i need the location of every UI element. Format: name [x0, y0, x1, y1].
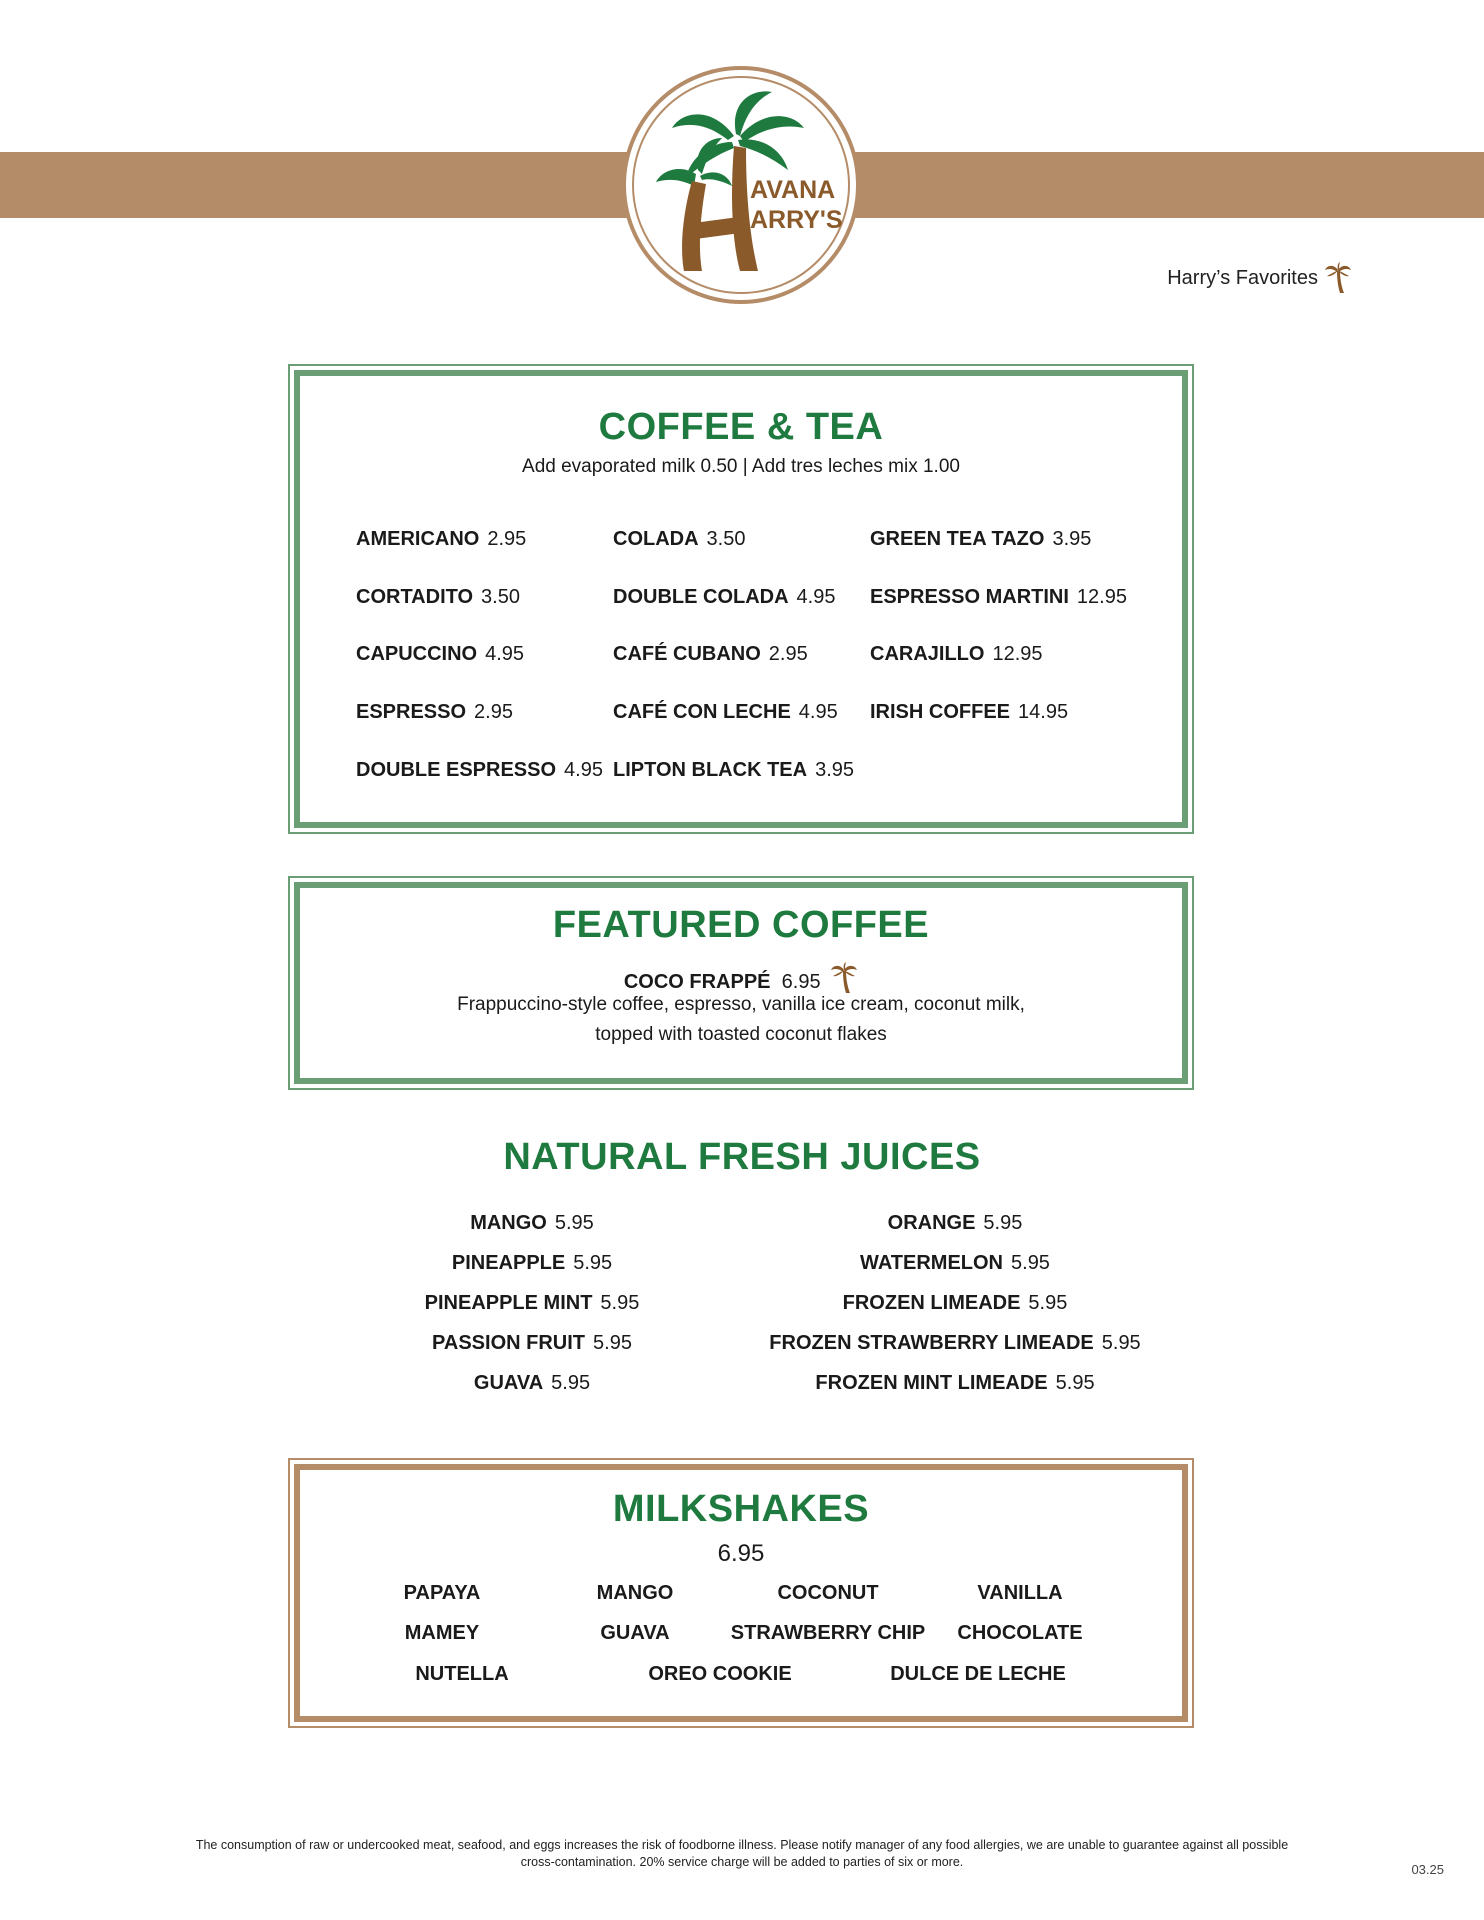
- juice-item: PASSION FRUIT 5.95: [432, 1332, 632, 1354]
- milkshake-flavor: VANILLA: [977, 1582, 1063, 1604]
- menu-item: DOUBLE ESPRESSO 4.95: [356, 759, 603, 781]
- milkshakes-section: [288, 1458, 1194, 1728]
- menu-item: CORTADITO 3.50: [356, 586, 520, 608]
- coffee-tea-title: COFFEE & TEA: [598, 406, 884, 448]
- disclaimer-line-2: cross-contamination. 20% service charge will be added to parties of six or more.: [520, 1855, 964, 1869]
- juice-item: MANGO 5.95: [470, 1212, 594, 1234]
- logo-line-2: ARRY'S: [750, 206, 843, 234]
- palm-tree-icon: [1324, 262, 1352, 294]
- juice-item: FROZEN STRAWBERRY LIMEADE 5.95: [769, 1332, 1141, 1354]
- coffee-tea-section: [288, 364, 1194, 834]
- featured-item-name: COCO FRAPPÉ: [623, 971, 771, 993]
- allergy-disclaimer: [140, 1837, 1344, 1871]
- menu-item: CARAJILLO 12.95: [870, 643, 1043, 665]
- menu-item: GREEN TEA TAZO 3.95: [870, 528, 1092, 550]
- featured-coffee-section: [288, 876, 1194, 1090]
- juice-item: ORANGE 5.95: [887, 1212, 1023, 1234]
- milkshake-flavor: GUAVA: [600, 1622, 670, 1644]
- havana-harrys-logo: [622, 66, 860, 304]
- coffee-tea-subtitle: Add evaporated milk 0.50 | Add tres leches mix 1.00: [522, 456, 960, 477]
- milkshake-flavor: COCONUT: [777, 1582, 879, 1604]
- harrys-favorites-legend: [1167, 262, 1352, 294]
- milkshakes-price: 6.95: [717, 1540, 765, 1567]
- menu-item: CAFÉ CUBANO 2.95: [613, 643, 808, 665]
- featured-title: FEATURED COFFEE: [552, 904, 930, 946]
- milkshake-flavor: CHOCOLATE: [957, 1622, 1083, 1644]
- milkshakes-title: MILKSHAKES: [612, 1488, 870, 1530]
- juice-item: FROZEN LIMEADE 5.95: [842, 1292, 1068, 1314]
- milkshake-flavor: NUTELLA: [415, 1663, 509, 1685]
- menu-item: LIPTON BLACK TEA 3.95: [613, 759, 855, 781]
- juices-title: NATURAL FRESH JUICES: [503, 1136, 981, 1178]
- milkshake-flavor: DULCE DE LECHE: [890, 1663, 1066, 1685]
- disclaimer-line-1: The consumption of raw or undercooked meat, seafood, and eggs increases the risk of foodborne illness. Please notify manager of any food allergies, we are unable to guarantee against all possible: [195, 1838, 1289, 1852]
- milkshake-flavor: PAPAYA: [403, 1582, 481, 1604]
- milkshake-flavor: STRAWBERRY CHIP: [730, 1622, 926, 1644]
- juice-item: GUAVA 5.95: [473, 1372, 591, 1394]
- milkshake-flavor: MAMEY: [404, 1622, 480, 1644]
- menu-item: CAFÉ CON LECHE 4.95: [613, 701, 838, 723]
- featured-item: [290, 962, 1192, 994]
- menu-item: IRISH COFFEE 14.95: [870, 701, 1069, 723]
- menu-item: DOUBLE COLADA 4.95: [613, 586, 836, 608]
- menu-version-code: 03.25: [1411, 1862, 1444, 1877]
- menu-item: ESPRESSO MARTINI 12.95: [870, 586, 1127, 608]
- featured-desc-2: topped with toasted coconut flakes: [595, 1024, 887, 1045]
- featured-item-price: 6.95: [781, 971, 821, 993]
- juice-item: PINEAPPLE MINT 5.95: [424, 1292, 640, 1314]
- featured-desc-1: Frappuccino-style coffee, espresso, vanilla ice cream, coconut milk,: [457, 994, 1025, 1015]
- menu-item: ESPRESSO 2.95: [356, 701, 513, 723]
- palm-tree-icon: [830, 962, 858, 994]
- milkshake-flavor: MANGO: [596, 1582, 674, 1604]
- menu-item: COLADA 3.50: [613, 528, 746, 550]
- logo-line-1: AVANA: [750, 176, 836, 204]
- legend-label: Harry’s Favorites: [1167, 266, 1318, 289]
- milkshake-flavor: OREO COOKIE: [648, 1663, 792, 1685]
- menu-item: AMERICANO 2.95: [356, 528, 527, 550]
- juice-item: WATERMELON 5.95: [860, 1252, 1050, 1274]
- menu-item: CAPUCCINO 4.95: [356, 643, 525, 665]
- juice-item: FROZEN MINT LIMEADE 5.95: [815, 1372, 1095, 1394]
- juice-item: PINEAPPLE 5.95: [451, 1252, 613, 1274]
